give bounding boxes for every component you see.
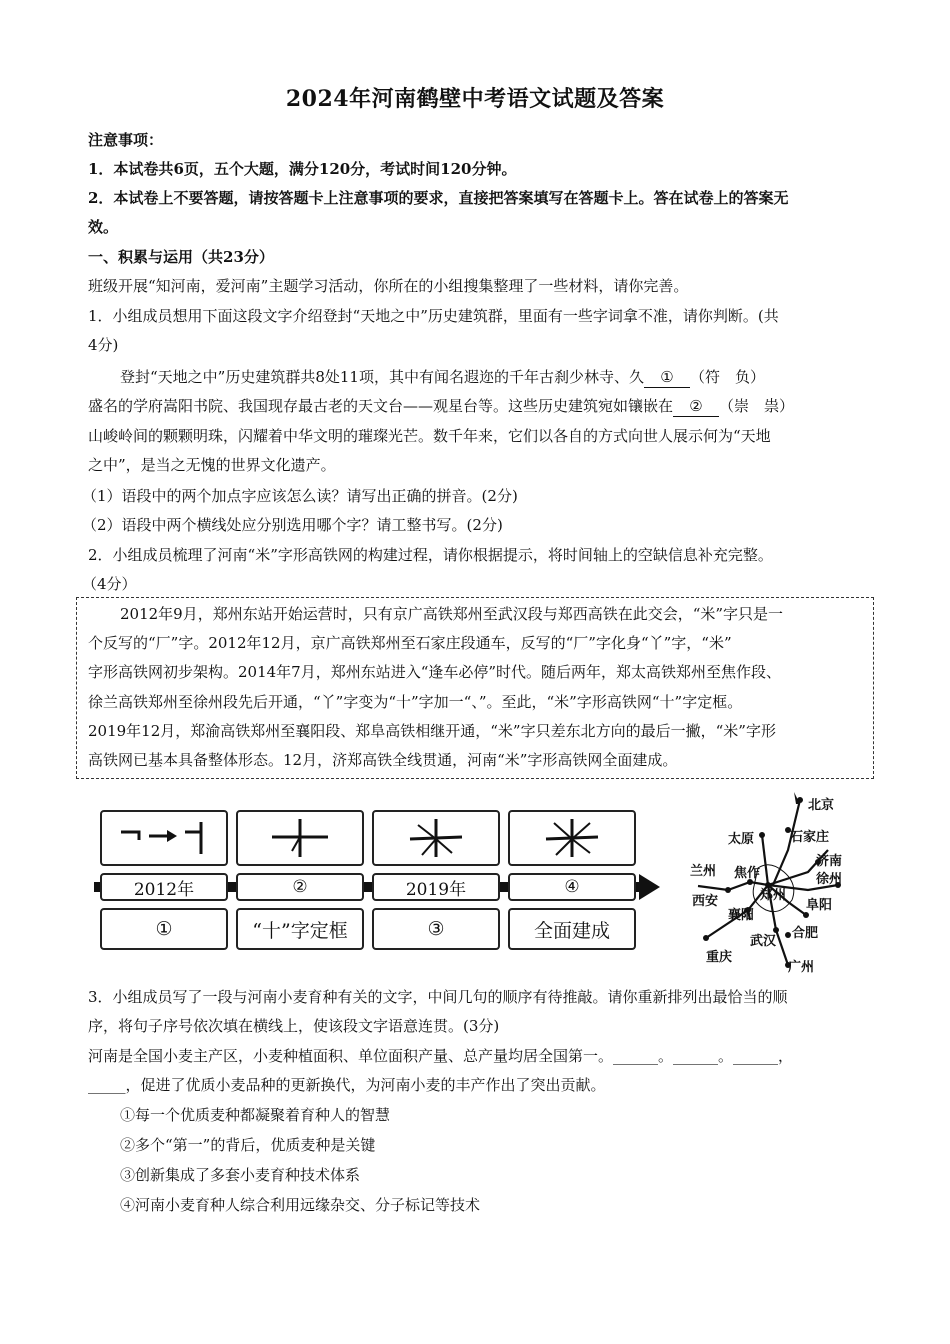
stage-label-2: “十”字定框 xyxy=(236,908,364,950)
timeline-label-4: ④ xyxy=(508,873,636,901)
page-title: 2024年河南鹤壁中考语文试题及答案 xyxy=(285,86,665,112)
q1-passage-line-2 xyxy=(88,396,794,417)
q3-stem-line-1: 3．小组成员写了一段与河南小麦育种有关的文字，中间几句的顺序有待推敲。请你重新排列出最恰当的顺 xyxy=(88,988,788,1006)
map-label-taiyuan: 太原 xyxy=(728,832,755,847)
q1-passage-text-1b: （符 负） xyxy=(689,368,765,386)
q1-passage-line-1 xyxy=(120,367,765,388)
map-label-shijiazhuang: 石家庄 xyxy=(790,830,830,845)
notice-item-1: 1．本试卷共6页，五个大题，满分120分，考试时间120分钟。 xyxy=(88,160,517,178)
map-label-xiangyang: 襄阳 xyxy=(728,908,755,923)
q1-sub-question-2: （2）语段中两个横线处应分别选用哪个字？请工整书写。(2分) xyxy=(82,516,503,534)
notice-item-2-line-1: 2．本试卷上不要答题，请按答题卡上注意事项的要求，直接把答案填写在答题卡上。答在试卷上的答案无 xyxy=(88,189,789,207)
map-label-lanzhou: 兰州 xyxy=(690,864,717,879)
notice-item-2-line-2: 效。 xyxy=(88,218,119,236)
map-label-beijing: 北京 xyxy=(808,798,835,813)
q1-stem-line-2: 4分) xyxy=(88,336,119,354)
q2-box-line-1: 2012年9月，郑州东站开始运营时，只有京广高铁郑州至武汉段与郑西高铁在此交会，“米”字只是一 xyxy=(120,605,784,623)
timeline-label-1: 2012年 xyxy=(100,873,228,901)
q2-box-line-2: 个反写的“厂”字。2012年12月，京广高铁郑州至石家庄段通车，反写的“厂”字化身“丫”字，“米” xyxy=(88,634,732,652)
map-label-jiaozuo: 焦作 xyxy=(734,866,761,881)
q3-stem-line-2: 序，将句子序号依次填在横线上，使该段文字语意连贯。(3分) xyxy=(88,1017,500,1035)
notice-heading: 注意事项： xyxy=(88,131,164,149)
q3-option-2: ②多个“第一”的背后，优质麦种是关键 xyxy=(120,1136,376,1154)
glyph-almost-mi-icon xyxy=(396,815,476,861)
q1-passage-text-2a: 盛名的学府嵩阳书院、我国现存最古老的天文台——观星台等。这些历史建筑宛如镶嵌在 xyxy=(88,397,674,415)
q3-option-1: ①每一个优质麦种都凝聚着育种人的智慧 xyxy=(120,1106,391,1124)
map-label-xuzhou: 徐州 xyxy=(816,872,843,887)
q1-stem-line-1: 1．小组成员想用下面这段文字介绍登封“天地之中”历史建筑群，里面有一些字词拿不准，请你判断。(共 xyxy=(88,307,779,325)
q1-passage-text-1a: 登封“天地之中”历史建筑群共8处11项，其中有闻名遐迩的千年古刹少林寺、久 xyxy=(120,368,644,386)
glyph-panel-2 xyxy=(236,810,364,866)
q3-option-4: ④河南小麦育种人综合利用远缘杂交、分子标记等技术 xyxy=(120,1196,481,1214)
glyph-shi-icon xyxy=(260,815,340,861)
timeline-label-3: 2019年 xyxy=(372,873,500,901)
map-label-hefei: 合肥 xyxy=(792,926,819,941)
timeline-label-2: ② xyxy=(236,873,364,901)
section-1-intro: 班级开展“知河南，爱河南”主题学习活动，你所在的小组搜集整理了一些材料，请你完善。 xyxy=(88,277,689,295)
glyph-panel-4 xyxy=(508,810,636,866)
map-label-xian: 西安 xyxy=(692,894,719,909)
stage-label-4: 全面建成 xyxy=(508,908,636,950)
glyph-reversed-chang-icon xyxy=(109,818,219,858)
map-label-fuyang: 阜阳 xyxy=(806,898,833,913)
q1-passage-line-3: 山峻岭间的颗颗明珠，闪耀着中华文明的璀璨光芒。数千年来，它们以各自的方式向世人展示何为“天地 xyxy=(88,427,771,445)
q2-box-line-5: 2019年12月，郑渝高铁郑州至襄阳段、郑阜高铁相继开通，“米”字只差东北方向的最后一撇，“米”字形 xyxy=(88,722,776,740)
q1-passage-line-4: 之中”，是当之无愧的世界文化遗产。 xyxy=(88,456,336,474)
railway-map xyxy=(688,790,868,975)
glyph-panel-3 xyxy=(372,810,500,866)
q2-box-line-4: 徐兰高铁郑州至徐州段先后开通，“丫”字变为“十”字加一“、”。至此，“米”字形高铁网“十”字定框。 xyxy=(88,693,743,711)
q3-paragraph-line-2: _____，促进了优质小麦品种的更新换代，为河南小麦的丰产作出了突出贡献。 xyxy=(88,1076,606,1094)
map-label-zhengzhou: 郑州 xyxy=(760,888,787,903)
section-1-heading: 一、积累与运用（共23分） xyxy=(88,248,274,266)
map-label-jinan: 济南 xyxy=(816,854,843,869)
stage-label-3: ③ xyxy=(372,908,500,950)
q3-paragraph-line-1: 河南是全国小麦主产区，小麦种植面积、单位面积产量、总产量均居全国第一。______。______。______， xyxy=(88,1047,794,1065)
q3-option-3: ③创新集成了多套小麦育种技术体系 xyxy=(120,1166,361,1184)
q2-box-line-6: 高铁网已基本具备整体形态。12月，济郑高铁全线贯通，河南“米”字形高铁网全面建成。 xyxy=(88,751,678,769)
q1-blank-1: ① xyxy=(644,367,690,388)
q1-sub-question-1: （1）语段中的两个加点字应该怎么读？请写出正确的拼音。(2分) xyxy=(82,487,518,505)
stage-label-1: ① xyxy=(100,908,228,950)
glyph-mi-icon xyxy=(532,815,612,861)
q1-passage-text-2b: （崇 祟） xyxy=(719,397,795,415)
glyph-panel-1 xyxy=(100,810,228,866)
q2-box-line-3: 字形高铁网初步架构。2014年7月，郑州东站进入“逢车必停”时代。随后两年，郑太高铁郑州至焦作段、 xyxy=(88,663,782,681)
q2-stem-line-2: （4分） xyxy=(82,575,137,593)
map-label-chongqing: 重庆 xyxy=(706,950,733,965)
map-label-wuhan: 武汉 xyxy=(750,934,777,949)
q2-stem-line-1: 2．小组成员梳理了河南“米”字形高铁网的构建过程，请你根据提示，将时间轴上的空缺信息补充完整。 xyxy=(88,546,773,564)
map-label-guangzhou: 广州 xyxy=(788,960,815,975)
q1-blank-2: ② xyxy=(673,396,719,417)
